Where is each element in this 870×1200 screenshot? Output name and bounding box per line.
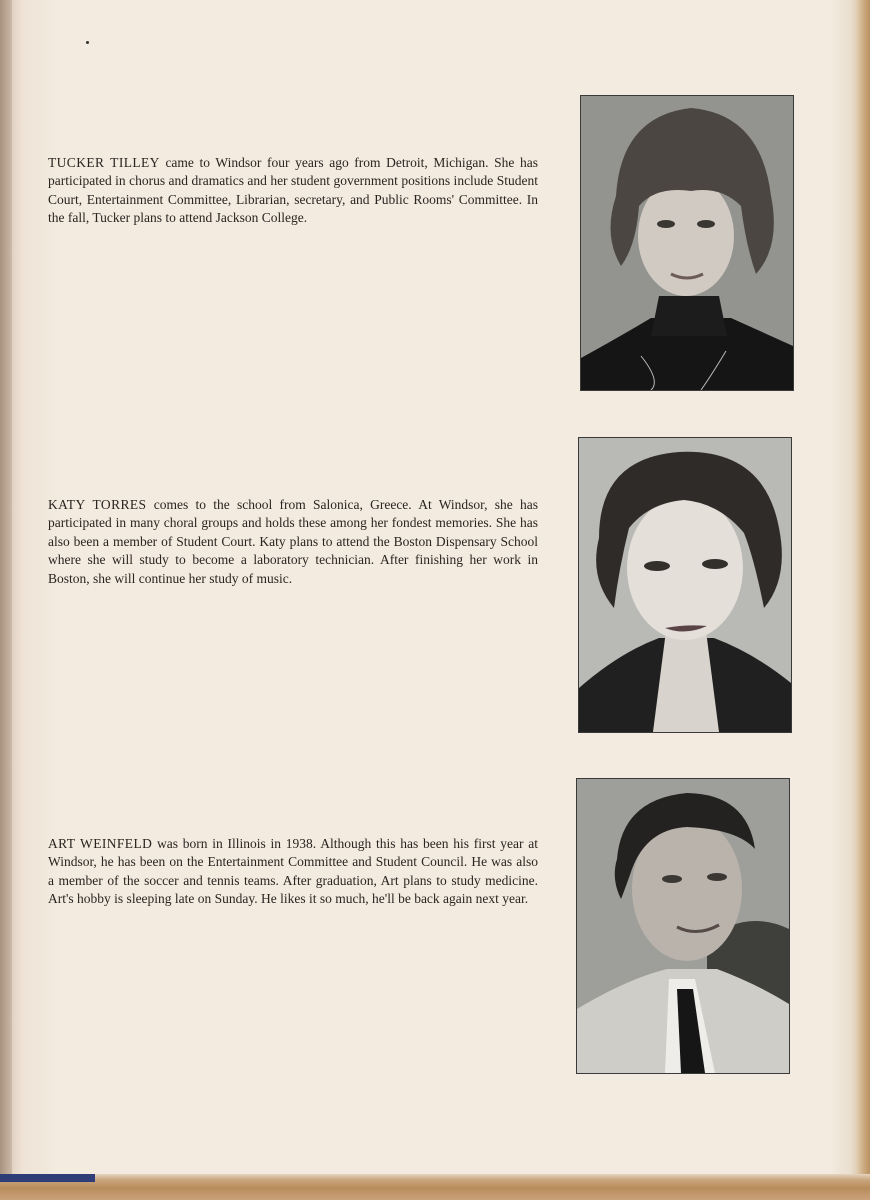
student-name: ART WEINFELD (48, 836, 153, 851)
student-name: KATY TORRES (48, 497, 147, 512)
student-bio-katy-torres (48, 496, 538, 588)
student-bio-text: was born in Illinois in 1938. Although this has been his first year at Windsor, he has been on the Entertainment Committee and Student Council. He was also a member of the soccer and tennis teams. After graduation, Art plans to study medicine. Art's hobby is sleeping late on Sunday. He likes it so much, he'll be back again next year. (48, 836, 538, 907)
student-bio-art-weinfeld (48, 835, 538, 909)
student-bio-text: comes to the school from Salonica, Greece. At Windsor, she has participated in many choral groups and holds these among her fondest memories. She has also been a member of Student Court. Katy plans to attend the Boston Dispensary School where she will study to become a laboratory technician. After finishing her work in Boston, she will continue her study of music. (48, 497, 539, 586)
portrait-photo-art-weinfeld (576, 778, 790, 1074)
student-name: TUCKER TILLEY (48, 155, 160, 170)
page-bottom-edge (0, 1174, 870, 1200)
page-edge (856, 0, 870, 1175)
speck (86, 41, 89, 44)
portrait-photo-katy-torres (578, 437, 792, 733)
portrait-photo-tucker-tilley (580, 95, 794, 391)
student-bio-text: came to Windsor four years ago from Detroit, Michigan. She has participated in chorus and dramatics and her student government positions include Student Court, Entertainment Committee, Librarian, secretary, and Public Rooms' Committee. In the fall, Tucker plans to attend Jackson College. (48, 155, 539, 226)
page-gutter (0, 0, 12, 1200)
student-bio-tucker-tilley (48, 154, 538, 228)
cover-edge (0, 1174, 95, 1182)
